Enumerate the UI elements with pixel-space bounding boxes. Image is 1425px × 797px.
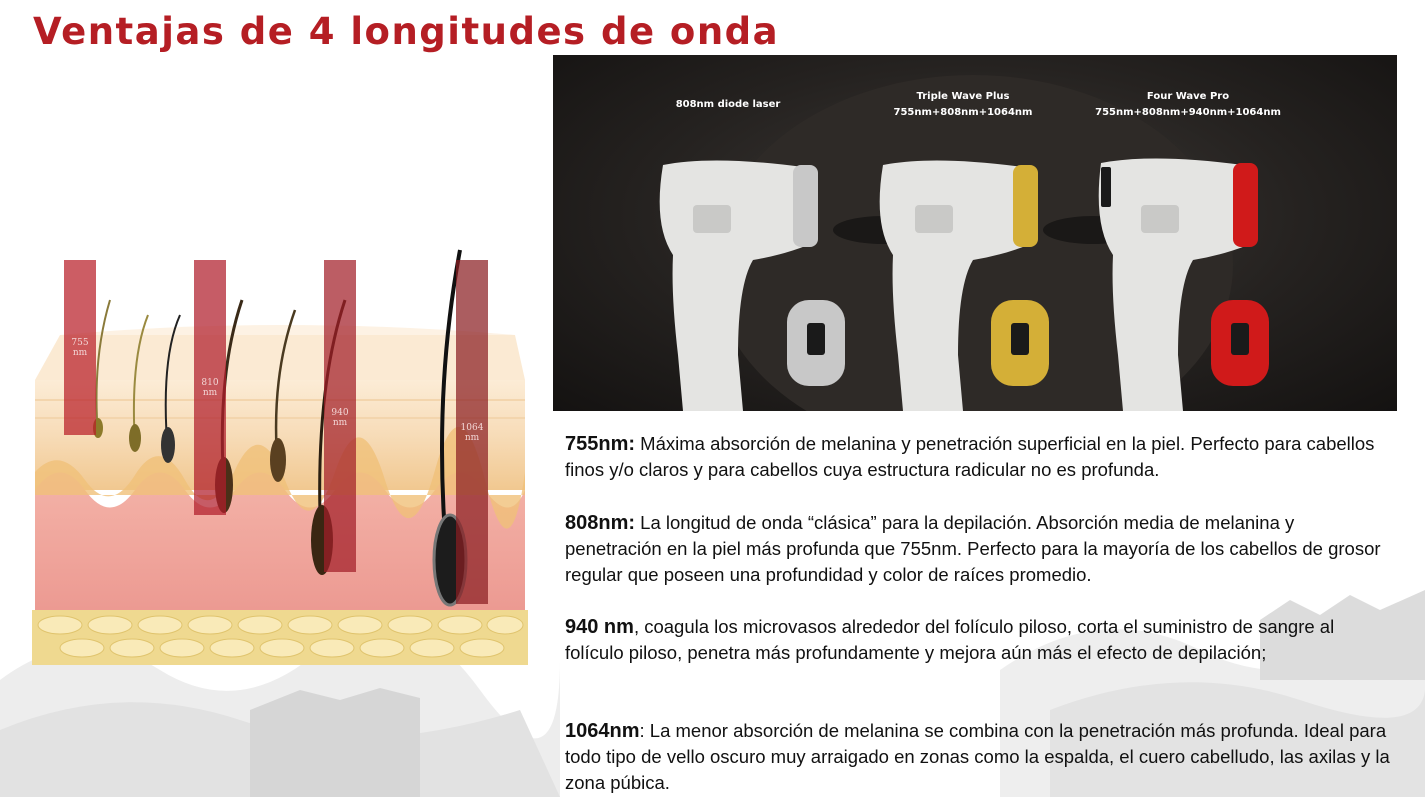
- beam-wavelength-label: 940: [331, 408, 349, 418]
- description-1064: [565, 718, 1395, 796]
- wavelength-text: : La menor absorción de melanina se combina con la penetración más profunda. Ideal para todo tipo de vello oscuro muy arraigado en zonas como la espalda, el cuero cabelludo, las axilas y la zona púbica.: [565, 720, 1390, 793]
- device-spec: 755nm+808nm+940nm+1064nm: [1095, 107, 1281, 118]
- description-940: [565, 614, 1395, 666]
- wavelength-heading: 1064nm: [565, 720, 640, 742]
- device-caption-1: [663, 97, 793, 113]
- device-name: Triple Wave Plus: [916, 91, 1010, 102]
- beam-wavelength-label: 810: [201, 378, 219, 388]
- beam-unit-label: nm: [202, 388, 218, 398]
- device-caption-2: [883, 89, 1043, 121]
- page-title: Ventajas de 4 longitudes de onda: [33, 10, 780, 53]
- description-755: [565, 431, 1395, 483]
- wavelength-heading: 808nm:: [565, 512, 636, 534]
- device-name: Four Wave Pro: [1146, 91, 1230, 102]
- skin-diagram: [20, 240, 540, 680]
- beam-wavelength-label: 1064: [460, 423, 484, 433]
- product-photo: [553, 55, 1397, 411]
- description-808: [565, 510, 1395, 588]
- wavelength-text: , coagula los microvasos alrededor del folículo piloso, corta el suministro de sangre al folículo piloso, penetra más profundamente y mejora aún más el efecto de depilación;: [565, 616, 1335, 663]
- beam-unit-label: nm: [332, 418, 348, 428]
- beam-unit-label: nm: [464, 433, 480, 443]
- device-caption-3: [1093, 89, 1283, 121]
- device-spec: 755nm+808nm+1064nm: [893, 107, 1033, 118]
- beam-unit-label: nm: [72, 348, 88, 358]
- wavelength-text: Máxima absorción de melanina y penetración superficial en la piel. Perfecto para cabellos finos y/o claros y para cabellos cuya estructura radicular no es profunda.: [565, 433, 1375, 480]
- wavelength-heading: 755nm:: [565, 433, 636, 455]
- wavelength-heading: 940 nm: [565, 616, 634, 638]
- device-name: 808nm diode laser: [675, 99, 781, 110]
- beam-wavelength-label: 755: [71, 338, 89, 348]
- wavelength-text: La longitud de onda “clásica” para la depilación. Absorción media de melanina y penetración en la piel más profunda que 755nm. Perfecto para la mayoría de los cabellos de grosor regular que poseen una profundidad y color de raíces promedio.: [565, 512, 1381, 585]
